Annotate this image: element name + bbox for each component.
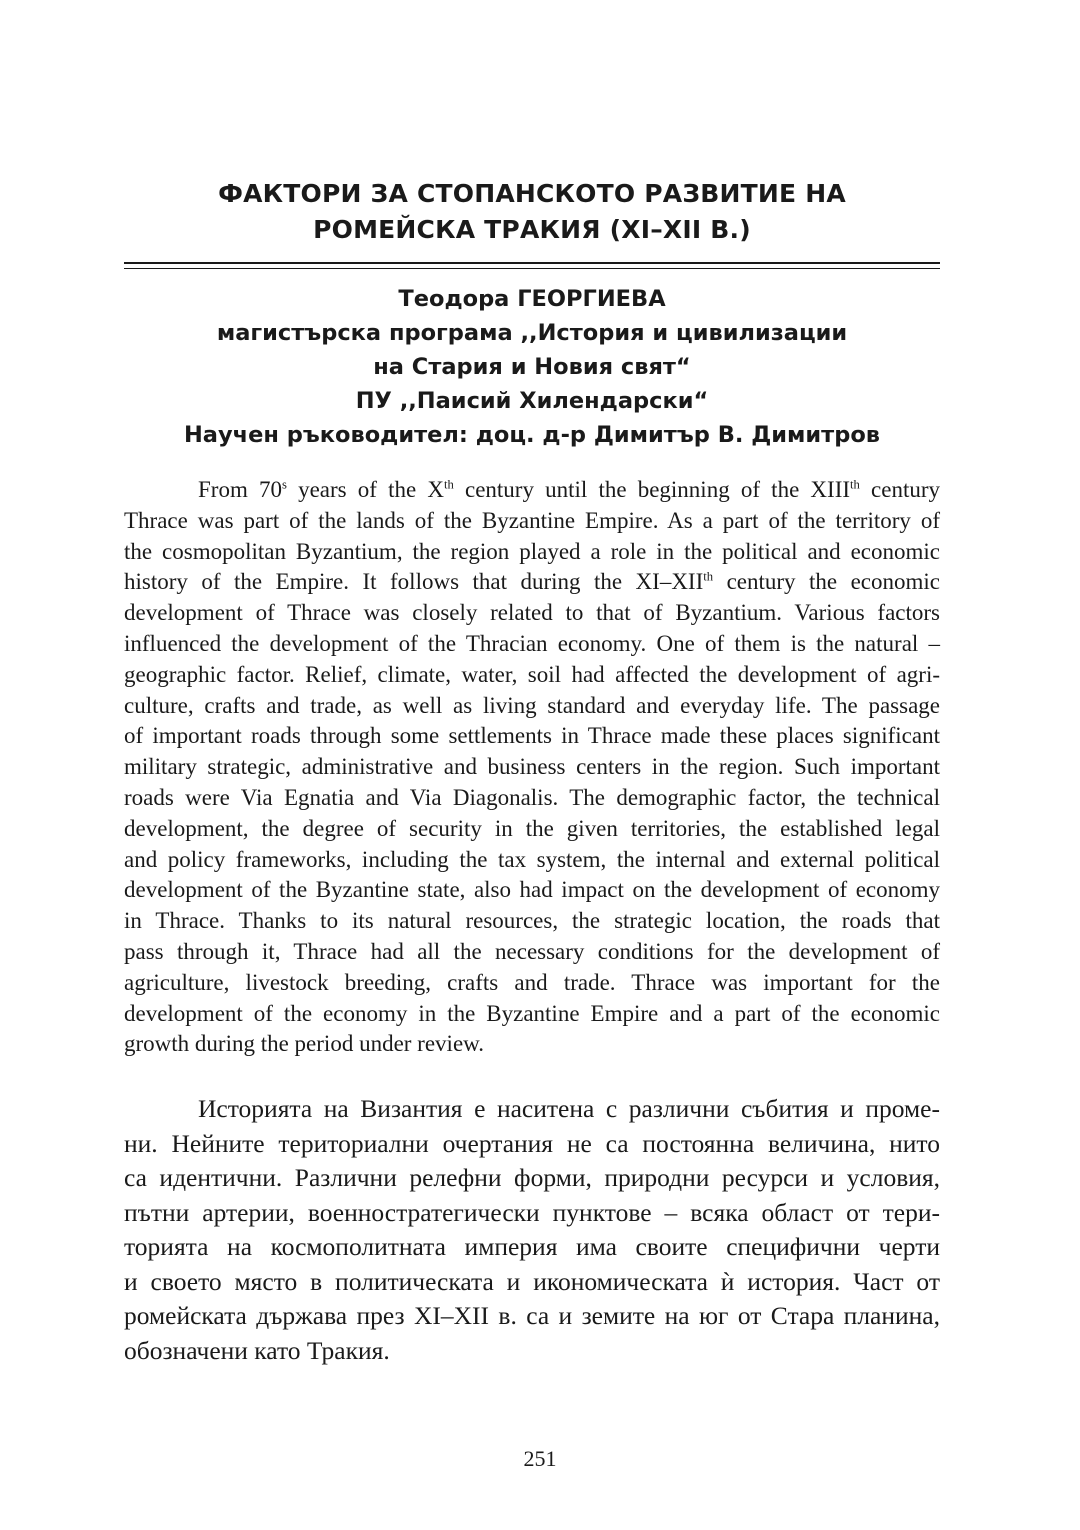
abstract-line: pass through it, Thrace had all the necessary conditions for the development of [124,938,940,964]
abstract-line: geographic factor. Relief, climate, water, soil had affected the development of agri- [124,661,940,687]
abstract-line: military strategic, administrative and business centers in the region. Such important [124,754,940,780]
title-line-1: ФАКТОРИ ЗА СТОПАНСКОТО РАЗВИТИЕ НА [218,179,846,208]
abstract-line: history of the Empire. It follows that during the XI–XIIth century the economic [124,569,940,595]
author-university: ПУ ,,Паисий Хилендарски“ [355,388,709,414]
title-divider-thin [124,268,940,269]
abstract-line: development of the Byzantine state, also had impact on the development of economy [124,877,940,903]
author-program-line-2: на Стария и Новия свят“ [373,354,691,380]
abstract-paragraph [124,475,940,1060]
abstract-line: From 70$^s$ years of the Xth century until the beginning of the XIIIth century [198,477,941,502]
body-line: и своето място в политическата и икономическата ѝ история. Част от [124,1266,940,1296]
body-line: пътни артерии, военностратегически пунктове – всяка област от тери- [124,1197,940,1227]
abstract-line: development of Thrace was closely related to that of Byzantium. Various factors [124,600,940,626]
author-program-line-1: магистърска програма ,,История и цивилизации [216,320,848,346]
body-line: ромейската държава през XI–XII в. са и земите на юг от Стара планина, [124,1301,940,1330]
abstract-line: and policy frameworks, including the tax system, the internal and external political [124,846,940,872]
body-line: са идентични. Различни релефни форми, природни ресурси и условия, [124,1163,940,1192]
page-number: 251 [523,1446,557,1471]
author-supervisor: Научен ръководител: доц. д-р Димитър В. Димитров [183,422,881,448]
title-divider-thick [124,262,940,264]
author-name: Теодора ГЕОРГИЕВА [398,286,666,312]
abstract-line: Thrace was part of the lands of the Byzantine Empire. As a part of the territory of [124,507,940,533]
abstract-line: influenced the development of the Thracian economy. One of them is the natural – [124,630,940,656]
title-line-2: РОМЕЙСКА ТРАКИЯ (XI–XII В.) [313,215,751,244]
abstract-line: culture, crafts and trade, as well as living standard and everyday life. The passage [124,692,940,718]
author-block [124,282,940,452]
body-line: обозначени като Тракия. [124,1335,390,1365]
abstract-line: roads were Via Egnatia and Via Diagonalis. The demographic factor, the technical [124,784,940,810]
abstract-line: the cosmopolitan Byzantium, the region played a role in the political and economic [124,538,940,564]
body-paragraph [124,1092,940,1368]
abstract-line: agriculture, livestock breeding, crafts and trade. Thrace was important for the [124,969,940,995]
body-line: Историята на Византия е наситена с различни събития и проме- [198,1094,940,1123]
abstract-line: development, the degree of security in the given territories, the established legal [124,815,940,841]
body-line: торията на космополитната империя има своите специфични черти [124,1232,940,1261]
article-title [124,176,940,248]
abstract-line: in Thrace. Thanks to its natural resources, the strategic location, the roads that [124,908,940,934]
abstract-line: development of the economy in the Byzantine Empire and a part of the economic [124,1000,940,1026]
abstract-line: of important roads through some settlements in Thrace made these places significant [124,723,940,749]
body-line: ни. Нейните териториални очертания не са постоянна величина, нито [124,1128,940,1158]
abstract-line: growth during the period under review. [124,1031,485,1057]
